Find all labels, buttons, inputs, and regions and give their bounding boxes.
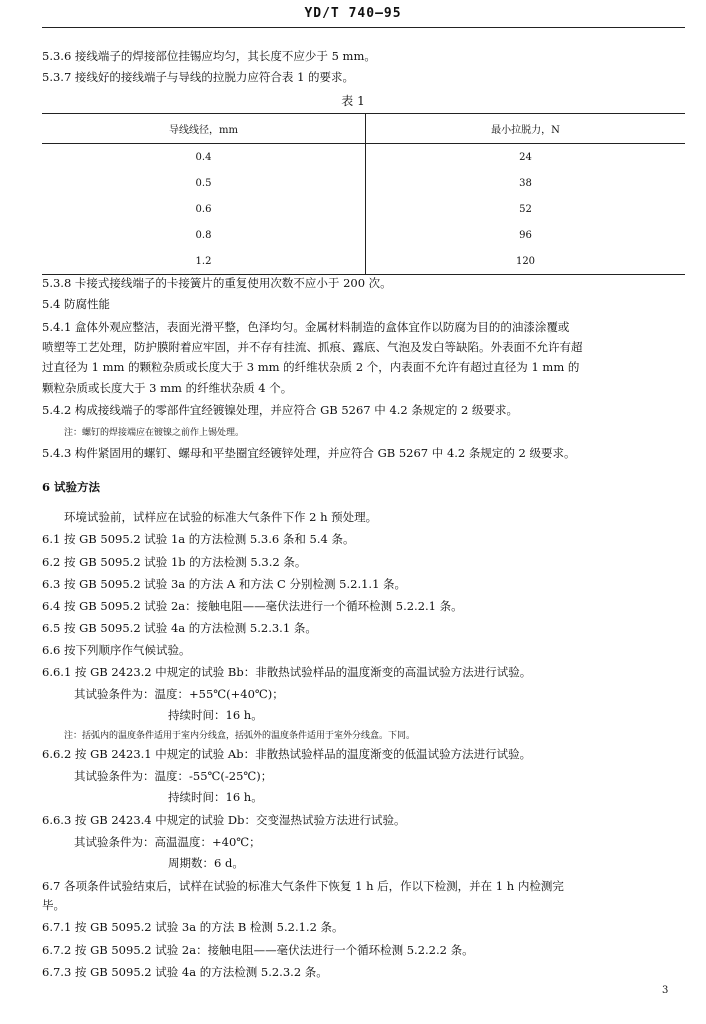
clause-6-7-3: 6.7.3 按 GB 5095.2 试验 4a 的方法检测 5.2.3.2 条。 bbox=[42, 965, 328, 979]
table-1 bbox=[42, 113, 685, 275]
clause-5-3-8: 5.3.8 卡接式接线端子的卡接簧片的重复使用次数不应小于 200 次。 bbox=[42, 276, 392, 290]
table-cell: 96 bbox=[519, 229, 532, 241]
table-row bbox=[42, 170, 685, 196]
clause-6-6-2-condition: 其试验条件为：温度：-55℃(-25℃)； bbox=[74, 769, 273, 783]
clause-6-7-cont: 毕。 bbox=[42, 898, 65, 912]
table-cell: 120 bbox=[366, 248, 686, 275]
clause-5-4-1-cont: 颗粒杂质或长度大于 3 mm 的纤维状杂质 4 个。 bbox=[42, 381, 293, 395]
table-row bbox=[42, 144, 685, 171]
clause-6-6-3: 6.6.3 按 GB 2423.4 中规定的试验 Db：交变湿热试验方法进行试验。 bbox=[42, 813, 406, 827]
clause-6-6-3-cycles: 周期数：6 d。 bbox=[168, 856, 244, 870]
clause-6-2: 6.2 按 GB 5095.2 试验 1b 的方法检测 5.3.2 条。 bbox=[42, 555, 307, 569]
clause-6-6: 6.6 按下列顺序作气候试验。 bbox=[42, 643, 191, 657]
clause-5-4-1: 5.4.1 盒体外观应整洁，表面光滑平整，色泽均匀。金属材料制造的盒体宜作以防腐为目的的油漆涂覆或 bbox=[42, 320, 570, 334]
clause-6-1: 6.1 按 GB 5095.2 试验 1a 的方法检测 5.3.6 条和 5.4 条。 bbox=[42, 532, 355, 546]
clause-6-6-1-duration: 持续时间：16 h。 bbox=[168, 708, 263, 722]
section-6-heading: 6 试验方法 bbox=[42, 480, 101, 494]
clause-5-3-6: 5.3.6 接线端子的焊接部位挂锡应均匀，其长度不应少于 5 mm。 bbox=[42, 49, 376, 63]
table-cell: 52 bbox=[519, 203, 532, 215]
clause-5-4-2: 5.4.2 构成接线端子的零部件宜经镀镍处理，并应符合 GB 5267 中 4.2 条规定的 2 级要求。 bbox=[42, 403, 519, 417]
clause-5-4-3: 5.4.3 构件紧固用的螺钉、螺母和平垫圈宜经镀锌处理，并应符合 GB 5267 中 4.2 条规定的 2 级要求。 bbox=[42, 446, 576, 460]
table-cell: 0.6 bbox=[42, 196, 366, 222]
clause-5-3-7: 5.3.7 接线好的接线端子与导线的拉脱力应符合表 1 的要求。 bbox=[42, 70, 355, 84]
table-cell: 24 bbox=[519, 151, 532, 163]
clause-6-6-2-duration: 持续时间：16 h。 bbox=[168, 790, 263, 804]
clause-6-4: 6.4 按 GB 5095.2 试验 2a：接触电阻——毫伏法进行一个循环检测 5.2.2.1 条。 bbox=[42, 599, 463, 613]
clause-6-5: 6.5 按 GB 5095.2 试验 4a 的方法检测 5.2.3.1 条。 bbox=[42, 621, 317, 635]
table-cell: 0.8 bbox=[42, 222, 366, 248]
clause-6-6-1-condition: 其试验条件为：温度：+55℃(+40℃)； bbox=[74, 687, 284, 701]
clause-6-6-2: 6.6.2 按 GB 2423.1 中规定的试验 Ab：非散热试验样品的温度渐变的低温试验方法进行试验。 bbox=[42, 747, 532, 761]
clause-5-4-1-cont: 过直径为 1 mm 的颗粒杂质或长度大于 3 mm 的纤维状杂质 2 个，内表面不允许有超过直径为 1 mm 的 bbox=[42, 360, 580, 374]
table-cell: 1.2 bbox=[42, 248, 366, 275]
table-cell: 38 bbox=[519, 177, 532, 189]
section-6-intro: 环境试验前，试样应在试验的标准大气条件下作 2 h 预处理。 bbox=[64, 510, 378, 524]
clause-6-7: 6.7 各项条件试验结束后，试样在试验的标准大气条件下恢复 1 h 后，作以下检测，并在 1 h 内检测完 bbox=[42, 879, 564, 893]
clause-5-4: 5.4 防腐性能 bbox=[42, 297, 110, 311]
clause-6-6-3-condition: 其试验条件为：高温温度：+40℃； bbox=[74, 835, 261, 849]
header-rule bbox=[42, 27, 685, 28]
note-temperature: 注：括弧内的温度条件适用于室内分线盒，括弧外的温度条件适用于室外分线盒。下同。 bbox=[64, 731, 416, 741]
note-plating: 注：螺钉的焊接端应在镀镍之前作上锡处理。 bbox=[64, 428, 245, 438]
table-cell: 0.4 bbox=[42, 144, 366, 171]
table-header-force: 最小拉脱力，N bbox=[366, 114, 686, 144]
table-row bbox=[42, 222, 685, 248]
page-number: 3 bbox=[662, 985, 669, 996]
table-header-diameter: 导线线径，mm bbox=[42, 114, 366, 144]
clause-6-6-1: 6.6.1 按 GB 2423.2 中规定的试验 Bb：非散热试验样品的温度渐变的高温试验方法进行试验。 bbox=[42, 665, 532, 679]
clause-6-7-1: 6.7.1 按 GB 5095.2 试验 3a 的方法 B 检测 5.2.1.2 条。 bbox=[42, 920, 344, 934]
clause-6-3: 6.3 按 GB 5095.2 试验 3a 的方法 A 和方法 C 分别检测 5.2.1.1 条。 bbox=[42, 577, 407, 591]
table-row bbox=[42, 196, 685, 222]
clause-6-7-2: 6.7.2 按 GB 5095.2 试验 2a：接触电阻——毫伏法进行一个循环检测 5.2.2.2 条。 bbox=[42, 943, 474, 957]
page-header: YD/T 740—95 bbox=[304, 6, 402, 21]
clause-5-4-1-cont: 喷塑等工艺处理，防护膜附着应牢固，并不存有挂流、抓痕、露底、气泡及发白等缺陷。外表面不允许有超 bbox=[42, 340, 583, 354]
table-row bbox=[42, 248, 685, 275]
table-cell: 0.5 bbox=[42, 170, 366, 196]
table-caption: 表 1 bbox=[341, 94, 365, 108]
